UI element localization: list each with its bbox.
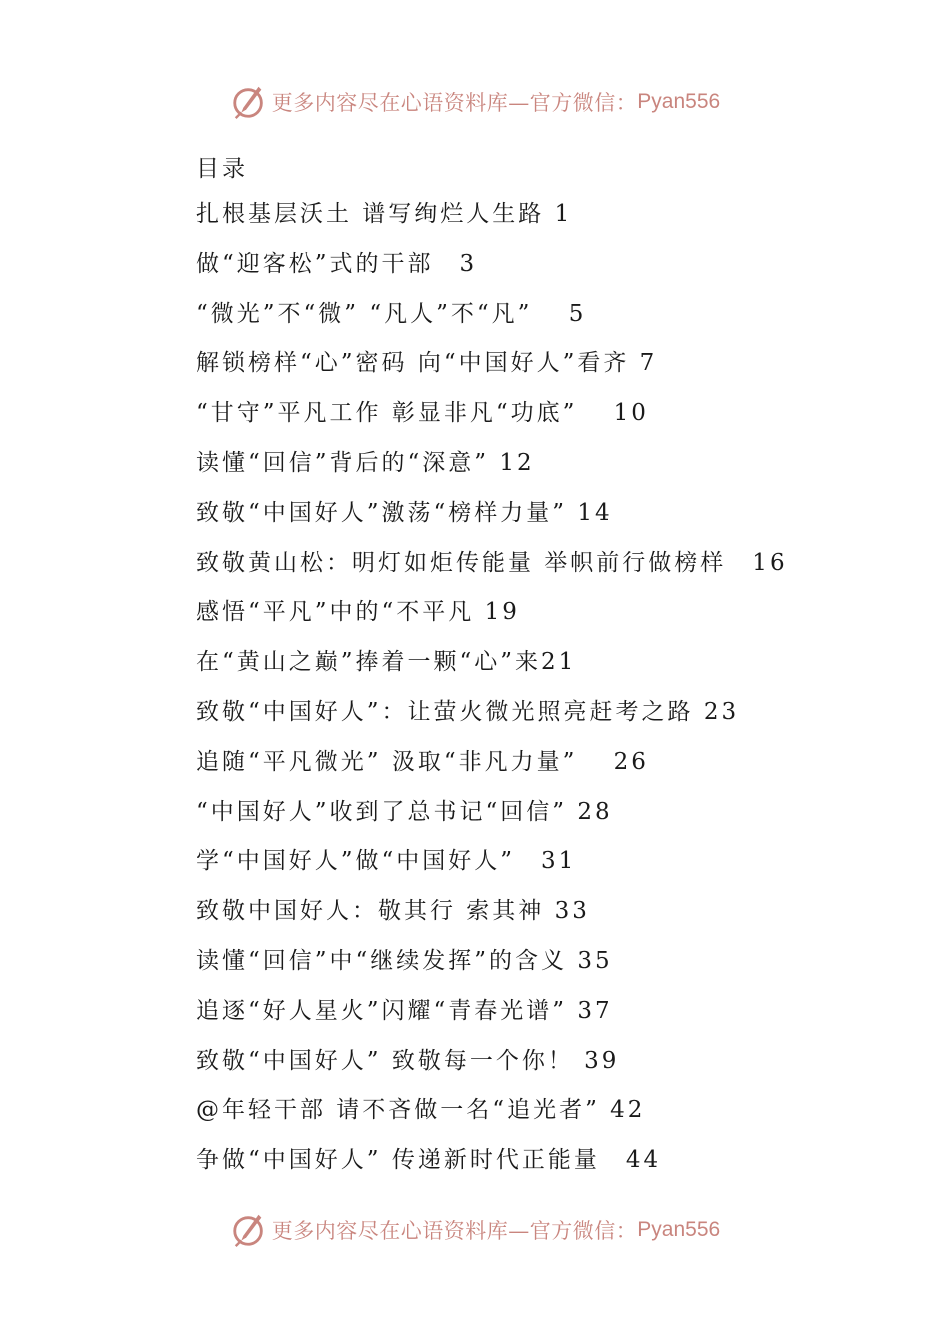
toc-item: 学“中国好人”做“中国好人” 31 [196, 848, 577, 875]
quill-logo-icon [230, 1211, 268, 1249]
header-watermark-banner [0, 80, 950, 124]
toc-item: 读懂“回信”中“继续发挥”的含义 35 [196, 947, 613, 974]
toc-item: 解锁榜样“心”密码 向“中国好人”看齐 7 [196, 350, 658, 377]
toc-item: 致敬“中国好人”激荡“榜样力量” 14 [196, 499, 613, 526]
banner-text: 更多内容尽在心语资料库—官方微信： [271, 1219, 638, 1243]
toc-item: 致敬“中国好人” 致敬每一个你！ 39 [196, 1047, 620, 1074]
toc-item: 争做“中国好人” 传递新时代正能量 44 [196, 1147, 662, 1174]
toc-item: 致敬“中国好人”：让萤火微光照亮赶考之路 23 [196, 698, 740, 725]
quill-logo-icon [230, 83, 268, 121]
toc-item: 追随“平凡微光” 汲取“非凡力量” 26 [196, 748, 649, 775]
toc-item: 扎根基层沃土 谱写绚烂人生路 1 [196, 201, 573, 227]
toc-item: @年轻干部 请不吝做一名“追光者” 42 [196, 1097, 646, 1124]
toc-item: 追逐“好人星火”闪耀“青春光谱” 37 [196, 997, 613, 1024]
toc-item: “甘守”平凡工作 彰显非凡“功底” 10 [196, 400, 649, 427]
table-of-contents [196, 148, 816, 1186]
toc-item: 读懂“回信”背后的“深意” 12 [196, 449, 535, 476]
toc-item: 感悟“平凡”中的“不平凡 19 [196, 599, 520, 626]
toc-item: 致敬中国好人：敬其行 索其神 33 [196, 898, 590, 925]
toc-item: 在“黄山之巅”捧着一颗“心”来21 [196, 649, 577, 676]
banner-wechat-id: Pyan556 [637, 1218, 721, 1241]
banner-wechat-id: Pyan556 [637, 90, 721, 113]
toc-item: “中国好人”收到了总书记“回信” 28 [196, 798, 613, 825]
footer-watermark-banner [0, 1208, 950, 1252]
toc-heading: 目录 [196, 156, 248, 182]
toc-item: 致敬黄山松：明灯如炬传能量 举帜前行做榜样 16 [196, 549, 788, 576]
banner-text: 更多内容尽在心语资料库—官方微信： [271, 91, 638, 115]
toc-item: “微光”不“微” “凡人”不“凡” 5 [196, 300, 587, 327]
toc-item: 做“迎客松”式的干部 3 [196, 250, 478, 277]
